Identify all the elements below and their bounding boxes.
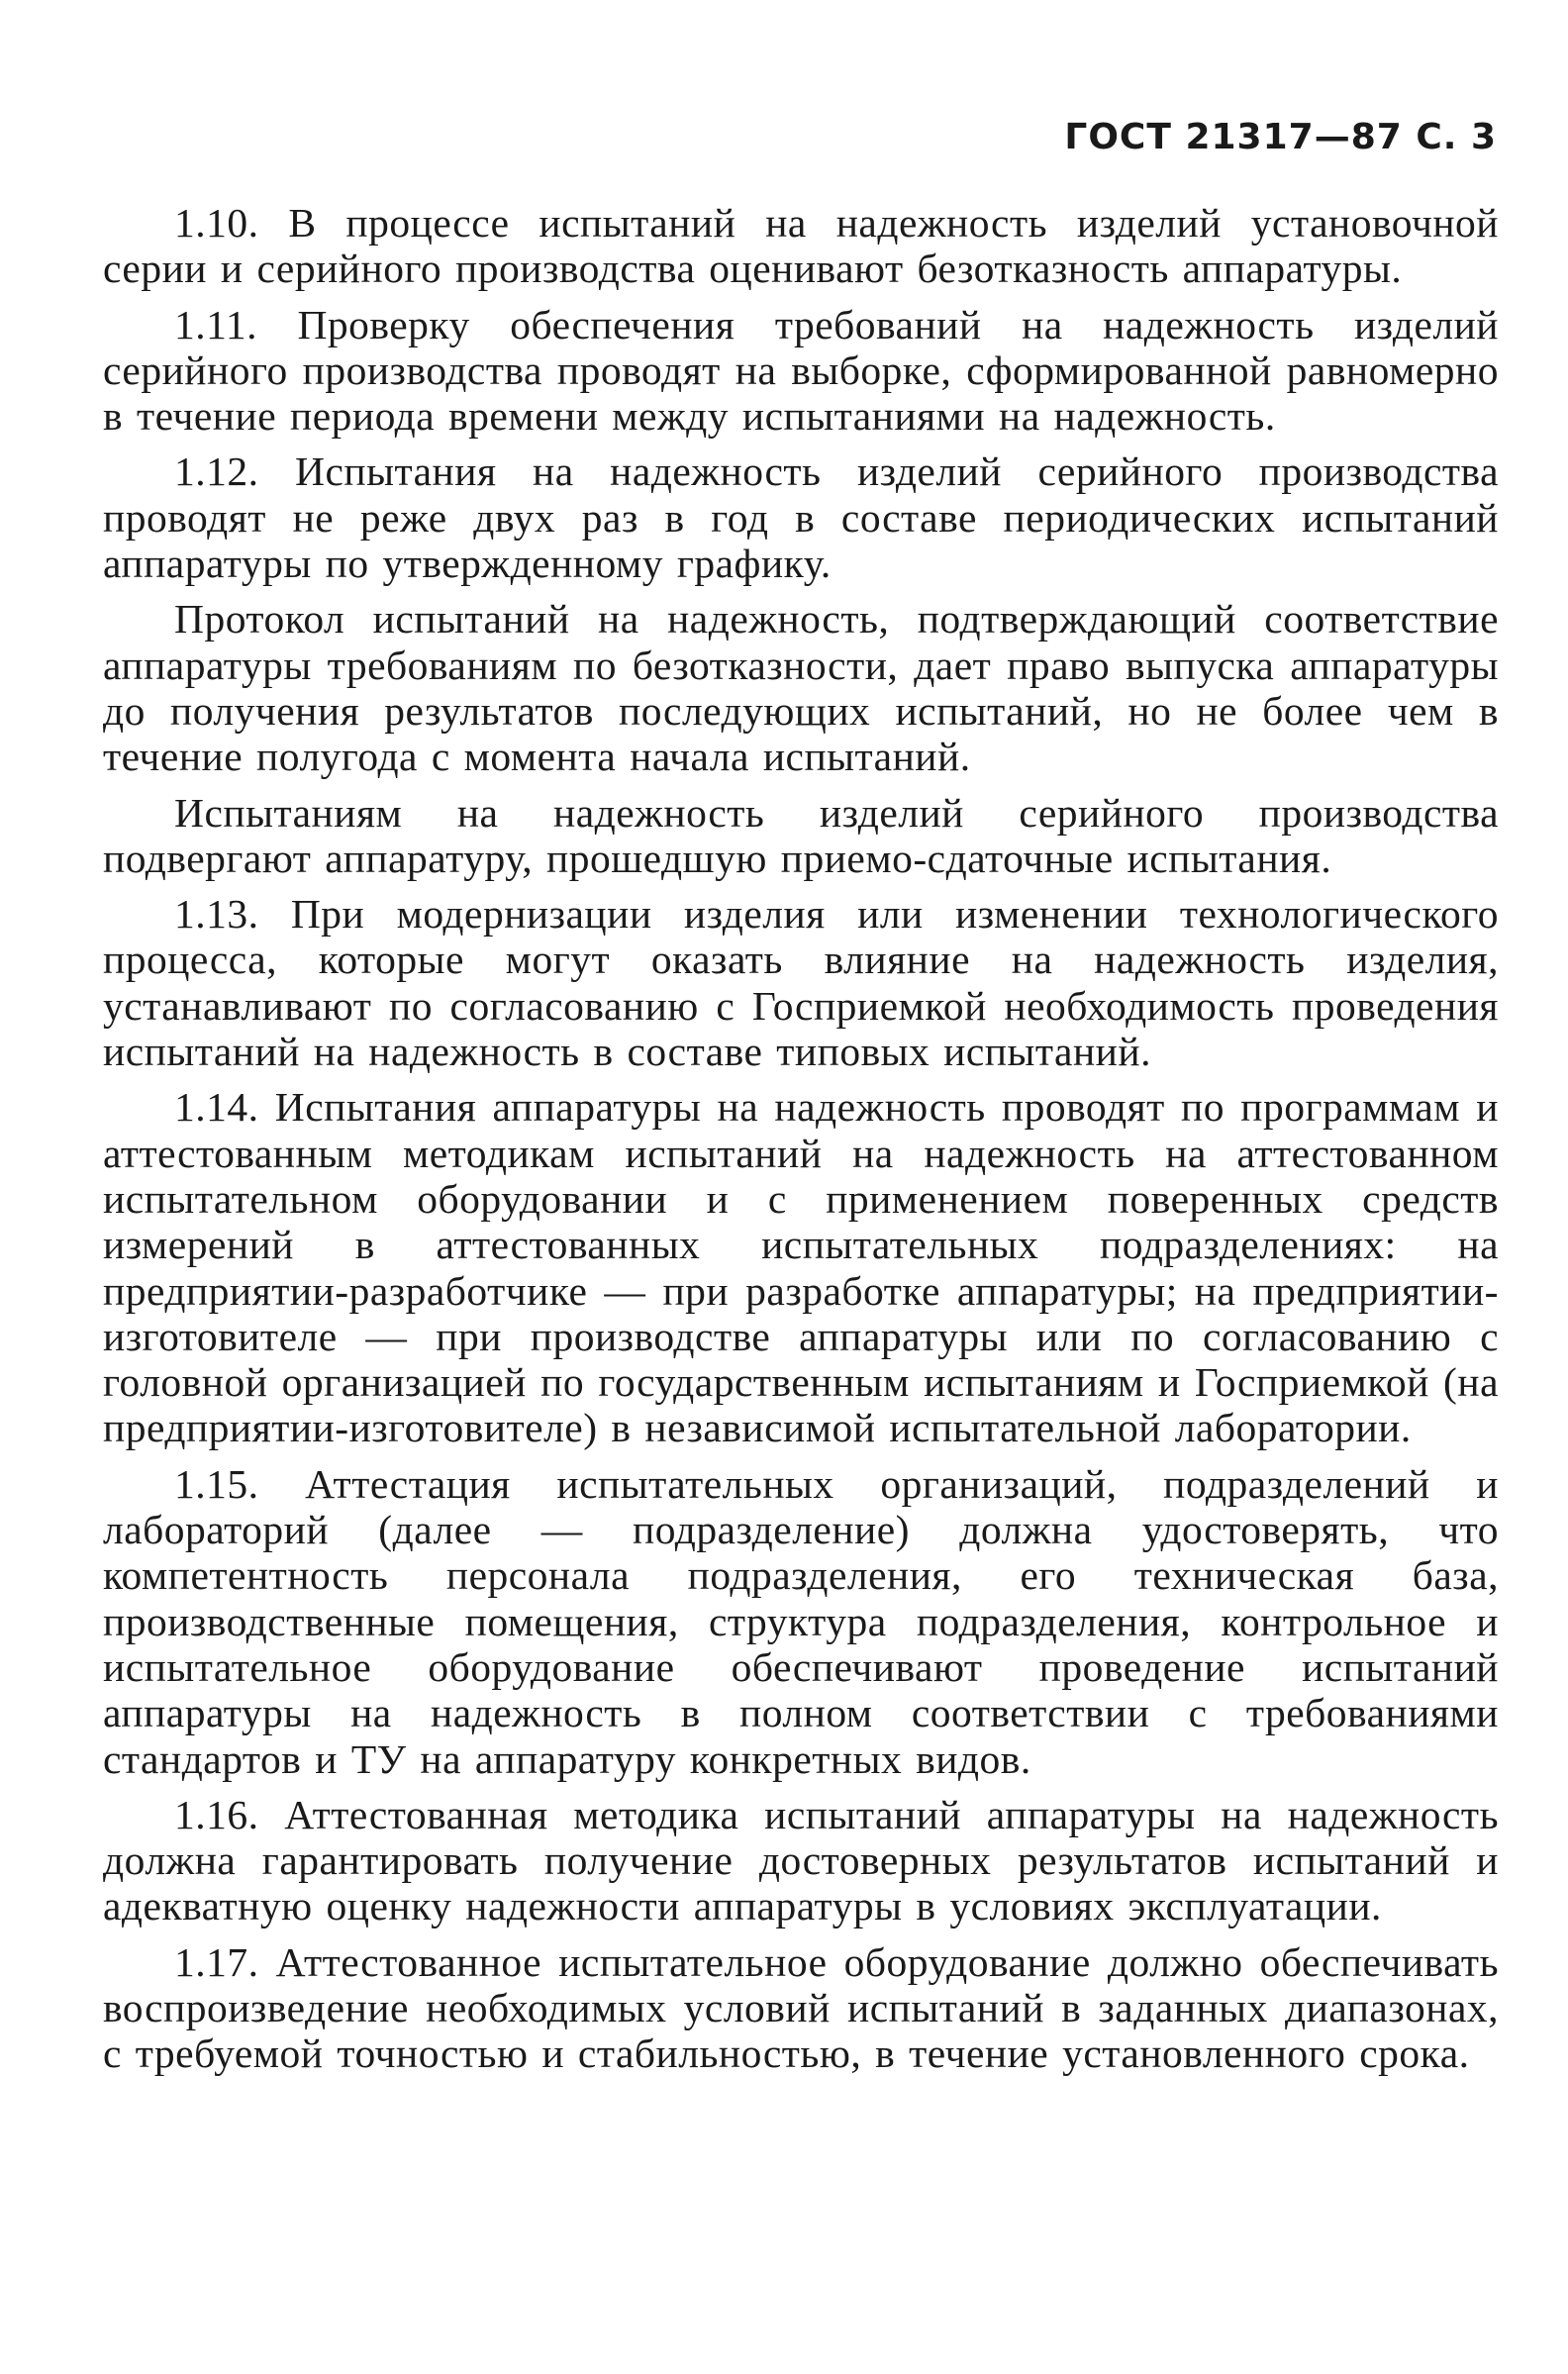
page-header: ГОСТ 21317—87 С. 3 [1064,117,1497,157]
paragraph-1-13: 1.13. При модернизации изделия или изменении технологического процесса, которые могут оказать влияние на надежность изделия, устанавливают по согласованию с Госприемкой необходимость проведения испытаний на надежность в составе типовых испытаний. [103,891,1499,1075]
paragraph-1-11: 1.11. Проверку обеспечения требований на надежность изделий серийного производства проводят на выборке, сформированной равномерно в течение периода времени между испытаниями на надежность. [103,301,1499,440]
document-body [103,200,1499,2087]
paragraph-1-15: 1.15. Аттестация испытательных организаций, подразделений и лабораторий (далее — подразделение) должна удостоверять, что компетентность персонала подразделения, его техническая база, производственные помещения, структура подразделения, контрольное и испытательное оборудование обеспечивают проведение испытаний аппаратуры на надежность в полном соответствии с требованиями стандартов и ТУ на аппаратуру конкретных видов. [103,1460,1499,1782]
paragraph-serial-tests: Испытаниям на надежность изделий серийного производства подвергают аппаратуру, прошедшую приемо-сдаточные испытания. [103,789,1499,881]
paragraph-1-12: 1.12. Испытания на надежность изделий серийного производства проводят не реже двух раз в год в составе периодических испытаний аппаратуры по утвержденному графику. [103,448,1499,587]
paragraph-1-10: 1.10. В процессе испытаний на надежность изделий установочной серии и серийного производства оценивают безотказность аппаратуры. [103,200,1499,292]
paragraph-protocol: Протокол испытаний на надежность, подтверждающий соответствие аппаратуры требованиям по безотказности, дает право выпуска аппаратуры до получения результатов последующих испытаний, но не более чем в течение полугода с момента начала испытаний. [103,596,1499,780]
paragraph-1-14: 1.14. Испытания аппаратуры на надежность проводят по программам и аттестованным методикам испытаний на надежность на аттестованном испытательном оборудовании и с применением поверенных средств измерений в аттестованных испытательных подразделениях: на предприятии-разработчике — при разработке аппаратуры; на предприятии-изготовителе — при производстве аппаратуры или по согласованию с головной организацией по государственным испытаниям и Госприемкой (на предприятии-изготовителе) в независимой испытательной лаборатории. [103,1084,1499,1451]
paragraph-1-16: 1.16. Аттестованная методика испытаний аппаратуры на надежность должна гарантировать получение достоверных результатов испытаний и адекватную оценку надежности аппаратуры в условиях эксплуатации. [103,1791,1499,1929]
paragraph-1-17: 1.17. Аттестованное испытательное оборудование должно обеспечивать воспроизведение необходимых условий испытаний в заданных диапазонах, с требуемой точностью и стабильностью, в течение установленного срока. [103,1938,1499,2077]
